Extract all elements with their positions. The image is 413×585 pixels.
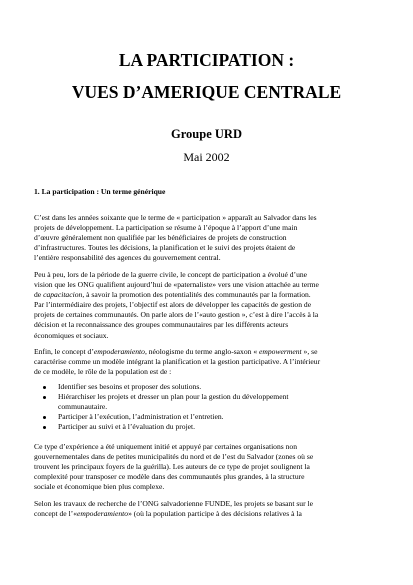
bullet-item — [34, 422, 384, 432]
italic-term: empoderamiento — [93, 347, 145, 356]
bullet-text: Participer à l’exécution, l’administration et l’entretien. — [58, 412, 224, 422]
text-fragment: , néologisme du terme anglo-saxon « — [144, 347, 260, 356]
paragraph-line: Peu à peu, lors de la période de la guerre civile, le concept de participation a évolué d’une — [34, 270, 308, 279]
paragraph-2 — [34, 270, 384, 341]
bullet-icon — [43, 426, 46, 429]
bullet-text: Participer au suivi et à l’évaluation du projet. — [58, 422, 196, 432]
paragraph-4 — [34, 442, 384, 492]
document-title-line-2: VUES D’AMERIQUE CENTRALE — [71, 82, 342, 102]
paragraph-line: décision et la reconnaissance des groupes communautaires par les différents acteurs — [34, 320, 289, 330]
paragraph-line: d’œuvre généralement non qualifiée par les bénéficiaires de projets de construction — [34, 233, 287, 243]
paragraph-line: complexité pour transposer ce modèle dans des communautés plus grandes, à la structure — [34, 472, 305, 482]
bullet-icon — [43, 416, 46, 419]
paragraph-line: gouvernementales dans de petites municipalités du nord et de l’est du Salvador (zones où se — [34, 452, 314, 462]
italic-term: empowerment — [259, 347, 302, 356]
bullet-text: Hiérarchiser les projets et dresser un plan pour la gestion du développement — [58, 392, 289, 402]
text-fragment: Enfin, le concept d’ — [34, 347, 94, 356]
paragraph-1 — [34, 213, 384, 263]
section-heading: 1. La participation : Un terme générique — [34, 187, 166, 196]
bullet-item — [34, 382, 384, 392]
paragraph-line: économiques et sociaux. — [34, 330, 109, 340]
paragraph-line — [34, 509, 384, 519]
bullet-icon — [43, 386, 46, 389]
paragraph-line: projets de développement. La participation se résume à l’époque à l’apport d’une main — [34, 223, 298, 233]
paragraph-line: sociale et économique bien plus complexe. — [34, 482, 165, 492]
bullet-icon — [43, 396, 46, 399]
bullet-item — [34, 392, 384, 412]
paragraph-line: trouvent les principaux foyers de la guérilla). Les auteurs de ce type de projet soulignent la — [34, 462, 310, 472]
paragraph-line: Par l’intermédiaire des projets, l’objectif est alors de développer les capacités de gestion de — [34, 300, 312, 310]
bullet-list — [34, 382, 384, 432]
bullet-text: Identifier ses besoins et proposer des solutions. — [58, 382, 202, 391]
text-fragment: , à savoir la promotion des potentialités des communautés par la formation. — [82, 290, 311, 300]
paragraph-line: Ce type d’expérience a été uniquement initié et appuyé par certaines organisations non — [34, 442, 298, 451]
paragraph-line: C’est dans les années soixante que le terme de « participation » apparaît au Salvador dans les — [34, 213, 317, 222]
paragraph-line: de ce modèle, le rôle de la population est de : — [34, 367, 172, 377]
bullet-text: communautaire. — [58, 402, 108, 412]
italic-term: capacitacion — [43, 290, 83, 300]
bullet-item — [34, 412, 384, 422]
document-title-line-1: LA PARTICIPATION : — [118, 50, 295, 70]
paragraph-line: d’infrastructures. Toutes les décisions, la planification et le suivi des projets étaient de — [34, 243, 296, 253]
paragraph-line: l’entière responsabilité des agences du gouvernement central. — [34, 253, 221, 263]
paragraph-line: caractérise comme un modèle intégrant la planification et la gestion participative. A l’intérieur — [34, 357, 321, 367]
text-fragment: concept de l’« — [34, 509, 78, 519]
author: Groupe URD — [171, 127, 242, 141]
publication-date: Mai 2002 — [183, 150, 230, 164]
italic-term: empoderamiento — [77, 509, 129, 519]
paragraph-line: vision que les ONG qualifient aujourd’hui de «paternaliste» vers une vision attachée au terme — [34, 280, 319, 290]
paragraph-line: projets de certaines communautés. On parle alors de l’«auto gestion », c’est à dire l’accès à la — [34, 310, 319, 320]
paragraph-3 — [34, 347, 384, 377]
paragraph-line: Selon les travaux de recherche de l’ONG salvadorienne FUNDE, les projets se basant sur le — [34, 499, 313, 508]
paragraph-line — [34, 290, 384, 300]
text-fragment: de — [34, 290, 44, 300]
text-fragment: », se — [301, 347, 318, 356]
paragraph-line — [34, 347, 384, 357]
text-fragment: » (où la population participe à des décisions relatives à la — [128, 509, 302, 519]
paragraph-5 — [34, 499, 384, 519]
